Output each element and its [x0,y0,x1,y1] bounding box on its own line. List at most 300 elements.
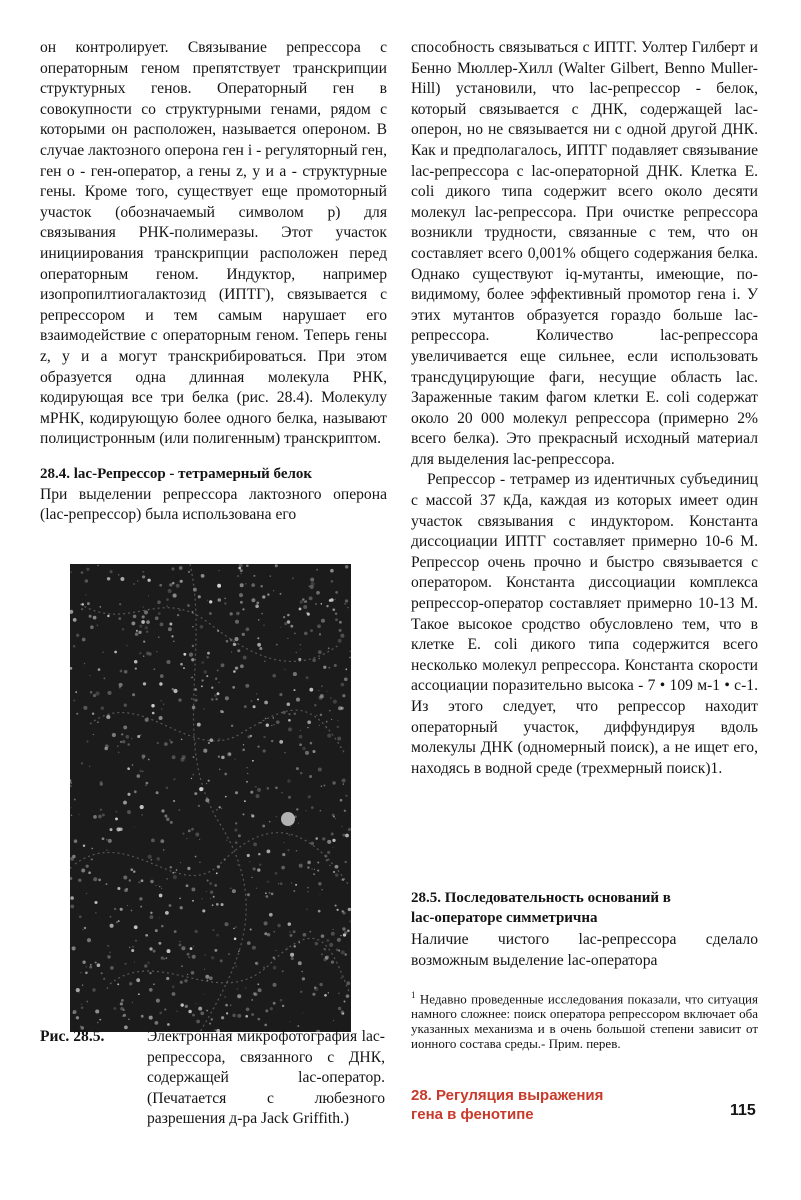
micrograph-speckle [271,893,274,896]
micrograph-speckle [245,583,247,585]
micrograph-speckle [126,645,127,646]
micrograph-speckle [146,631,148,633]
micrograph-speckle [89,675,90,676]
micrograph-speckle [335,618,338,621]
micrograph-speckle [196,1020,200,1024]
micrograph-speckle [309,596,313,600]
micrograph-speckle [341,826,342,827]
micrograph-speckle [73,618,77,622]
section-28-4-paragraph: При выделении репрессора лактозного оперона (lac-репрессор) была использована его [40,485,387,524]
micrograph-speckle [303,933,307,937]
micrograph-speckle [158,884,159,885]
micrograph-speckle [345,668,347,670]
micrograph-speckle [145,934,148,937]
micrograph-speckle [255,962,257,964]
micrograph-speckle [318,882,321,885]
micrograph-speckle [95,1009,99,1013]
micrograph-speckle [243,656,247,660]
micrograph-speckle [256,602,259,605]
micrograph-speckle [171,567,174,570]
micrograph-speckle [318,650,322,654]
micrograph-speckle [187,953,190,956]
footnote [411,988,758,1051]
micrograph-speckle [334,664,337,667]
micrograph-speckle [149,988,153,992]
micrograph-speckle [321,934,325,938]
micrograph-speckle [265,892,267,894]
micrograph-speckle [280,593,282,595]
micrograph-speckle [284,622,287,625]
micrograph-speckle [267,933,270,936]
section-28-5-heading-line1: 28.5. Последовательность оснований в [411,890,671,906]
micrograph-speckle [182,832,184,834]
micrograph-speckle [206,891,207,892]
micrograph-speckle [252,760,254,762]
micrograph-speckle [226,640,229,643]
micrograph-speckle [259,647,262,650]
micrograph-speckle [236,612,240,616]
micrograph-speckle [228,953,230,955]
micrograph-speckle [310,578,314,582]
micrograph-speckle [188,571,190,573]
micrograph-speckle [110,916,112,918]
micrograph-speckle [163,849,165,851]
micrograph-speckle [233,643,236,646]
micrograph-speckle [142,755,146,759]
micrograph-speckle [217,692,220,695]
micrograph-speckle [314,704,317,707]
micrograph-speckle [251,1013,254,1016]
micrograph-speckle [212,929,214,931]
micrograph-speckle [302,598,305,601]
micrograph-speckle [315,837,318,840]
micrograph-speckle [338,950,340,952]
micrograph-speckle [296,808,298,810]
micrograph-speckle [85,579,89,583]
micrograph-speckle [123,725,127,729]
micrograph-speckle [333,929,334,930]
micrograph-speckle [279,693,282,696]
micrograph-speckle [76,713,78,715]
micrograph-speckle [166,598,169,601]
micrograph-speckle [258,853,261,856]
micrograph-speckle [216,934,219,937]
micrograph-speckle [146,620,150,624]
micrograph-speckle [113,1007,116,1010]
running-head-line2: гена в фенотипе [411,1106,534,1123]
micrograph-speckle [138,993,140,995]
micrograph-speckle [292,577,294,579]
micrograph-speckle [267,593,269,595]
micrograph-speckle [191,828,194,831]
micrograph-speckle [198,1007,202,1011]
micrograph-speckle [294,712,297,715]
micrograph-speckle [335,599,337,601]
micrograph-speckle [256,794,260,798]
micrograph-speckle [256,693,258,695]
micrograph-speckle [179,941,180,942]
micrograph-speckle [144,610,148,614]
micrograph-speckle [108,839,112,843]
section-28-4-heading: 28.4. lac-Репрессор - тетрамерный белок [40,465,313,482]
micrograph-speckle [180,981,183,984]
micrograph-speckle [187,974,188,975]
micrograph-speckle [320,810,322,812]
micrograph-speckle [332,781,335,784]
micrograph-speckle [212,904,214,906]
micrograph-speckle [73,1010,77,1014]
micrograph-speckle [82,961,85,964]
micrograph-speckle [178,698,181,701]
micrograph-speckle [179,897,181,899]
micrograph-speckle [299,607,302,610]
micrograph-speckle [116,827,120,831]
micrograph-speckle [273,717,274,718]
micrograph-speckle [143,640,145,642]
micrograph-speckle [209,1023,211,1025]
micrograph-speckle [349,657,351,659]
micrograph-speckle [124,1026,128,1030]
micrograph-speckle [192,900,194,902]
micrograph-speckle [242,633,245,636]
micrograph-speckle [276,644,278,646]
micrograph-speckle [186,884,189,887]
micrograph-speckle [121,999,124,1002]
micrograph-speckle [160,700,162,702]
micrograph-speckle [193,946,194,947]
micrograph-speckle [254,993,258,997]
micrograph-speckle [203,749,207,753]
micrograph-speckle [296,767,299,770]
micrograph-speckle [307,887,308,888]
micrograph-speckle [332,839,335,842]
micrograph-speckle [343,783,344,784]
micrograph-speckle [148,855,152,859]
micrograph-speckle [240,601,243,604]
micrograph-speckle [333,1020,334,1021]
micrograph-speckle [253,843,257,847]
micrograph-speckle [120,577,124,581]
micrograph-speckle [266,724,269,727]
micrograph-speckle [246,1007,250,1011]
micrograph-speckle [201,685,203,687]
micrograph-speckle [153,668,155,670]
micrograph-speckle [300,649,301,650]
micrograph-speckle [250,700,252,702]
micrograph-speckle [269,913,273,917]
micrograph-speckle [293,689,295,691]
micrograph-speckle [257,745,259,747]
micrograph-speckle [221,903,223,905]
micrograph-speckle [257,637,259,639]
micrograph-speckle [328,992,329,993]
micrograph-speckle [163,704,164,705]
micrograph-speckle [200,625,204,629]
micrograph-speckle [309,586,310,587]
micrograph-speckle [204,954,206,956]
micrograph-speckle [93,877,97,881]
electron-micrograph [70,564,351,1032]
micrograph-speckle [320,694,324,698]
micrograph-speckle [224,602,226,604]
micrograph-speckle [247,894,249,896]
micrograph-speckle [240,569,243,572]
micrograph-speckle [265,718,266,719]
micrograph-speckle [110,966,114,970]
micrograph-speckle [97,963,101,967]
micrograph-speckle [280,999,283,1002]
micrograph-speckle [266,895,269,898]
micrograph-speckle [123,801,127,805]
micrograph-speckle [137,580,138,581]
micrograph-speckle [293,672,297,676]
micrograph-speckle [100,781,103,784]
micrograph-speckle [83,706,87,710]
micrograph-speckle [278,883,279,884]
micrograph-speckle [240,664,244,668]
micrograph-speckle [118,752,120,754]
micrograph-speckle [210,898,211,899]
micrograph-speckle [282,970,284,972]
micrograph-speckle [217,584,221,588]
micrograph-speckle [214,694,217,697]
micrograph-speckle [302,1013,303,1014]
micrograph-speckle [287,638,288,639]
micrograph-speckle [309,775,312,778]
right-paragraph-2: Репрессор - тетрамер из идентичных субъединиц с массой 37 кДа, каждая из которых имеет один участок связывания с индуктором. Константа диссоциации ИПТГ составляет примерно 10-6 М. Репрессор очень прочно и быстро связывается с оператором. Константа диссоциации комплекса репрессор-оператор составляет примерно 10-13 М. Такое высокое сродство обусловлено тем, что в клетке E. coli дикого типа содержится всего несколько молекул репрессора. Константа скорости ассоциации поразительно высока - 7 • 109 м-1 • с-1. Из этого следует, что репрессор находит операторный участок, диффундируя вдоль молекулы ДНК (одномерный поиск), а не ищет его, находясь в водной среде (трехмерный поиск)1. [411,471,758,777]
micrograph-speckle [263,625,264,626]
micrograph-speckle [172,985,175,988]
micrograph-speckle [220,710,223,713]
micrograph-speckle [151,838,155,842]
micrograph-speckle [234,829,237,832]
micrograph-speckle [147,962,149,964]
micrograph-speckle [323,958,326,961]
micrograph-speckle [331,833,334,836]
micrograph-speckle [253,575,255,577]
micrograph-speckle [255,786,256,787]
micrograph-speckle [218,682,219,683]
micrograph-speckle [289,834,290,835]
micrograph-speckle [251,598,255,602]
micrograph-speckle [180,862,181,863]
micrograph-speckle [121,733,123,735]
micrograph-speckle [166,817,170,821]
micrograph-speckle [273,724,274,725]
micrograph-speckle [330,697,332,699]
micrograph-speckle [166,977,169,980]
micrograph-speckle [170,821,173,824]
micrograph-speckle [317,862,319,864]
micrograph-speckle [288,727,292,731]
micrograph-speckle [305,751,309,755]
micrograph-speckle [172,582,175,585]
micrograph-speckle [316,591,320,595]
micrograph-speckle [158,942,161,945]
micrograph-speckle [164,742,168,746]
micrograph-speckle [216,903,219,906]
micrograph-speckle [173,800,175,802]
micrograph-speckle [238,834,241,837]
micrograph-speckle [317,870,319,872]
micrograph-speckle [176,584,180,588]
micrograph-speckle [218,756,220,758]
micrograph-speckle [258,988,262,992]
micrograph-speckle [277,924,280,927]
micrograph-speckle [262,595,265,598]
micrograph-speckle [180,906,183,909]
micrograph-speckle [327,840,331,844]
micrograph-speckle [215,698,217,700]
micrograph-speckle [288,796,291,799]
micrograph-speckle [183,653,186,656]
micrograph-speckle [86,568,89,571]
micrograph-speckle [86,740,88,742]
micrograph-speckle [276,816,278,818]
micrograph-speckle [159,682,162,685]
micrograph-speckle [103,978,105,980]
micrograph-speckle [110,570,113,573]
micrograph-speckle [102,837,105,840]
micrograph-speckle [80,972,81,973]
micrograph-speckle [142,615,145,618]
micrograph-speckle [131,621,135,625]
micrograph-speckle [263,736,265,738]
micrograph-speckle [327,851,330,854]
micrograph-speckle [107,987,109,989]
micrograph-speckle [227,752,231,756]
micrograph-speckle [313,873,315,875]
micrograph-speckle [187,867,190,870]
micrograph-speckle [317,624,321,628]
micrograph-speckle [120,908,123,911]
micrograph-speckle [264,701,268,705]
micrograph-speckle [293,930,296,933]
micrograph-speckle [335,905,337,907]
micrograph-speckle [182,755,186,759]
micrograph-speckle [344,810,346,812]
micrograph-speckle [151,859,153,861]
micrograph-speckle [314,987,316,989]
micrograph-speckle [191,677,192,678]
micrograph-speckle [195,930,198,933]
micrograph-speckle [341,1010,344,1013]
micrograph-speckle [326,691,327,692]
micrograph-speckle [260,585,263,588]
micrograph-speckle [211,698,214,701]
micrograph-speckle [209,882,212,885]
micrograph-speckle [210,738,214,742]
micrograph-speckle [232,1014,236,1018]
micrograph-speckle [287,779,290,782]
micrograph-speckle [312,658,316,662]
micrograph-speckle [225,1004,228,1007]
micrograph-speckle [166,787,169,790]
micrograph-speckle [273,956,275,958]
micrograph-speckle [345,565,348,568]
micrograph-speckle [290,953,294,957]
micrograph-speckle [71,815,73,817]
micrograph-speckle [196,690,197,691]
micrograph-speckle [276,950,277,951]
micrograph-speckle [235,841,238,844]
micrograph-speckle [226,1012,228,1014]
micrograph-speckle [106,839,108,841]
micrograph-speckle [216,872,218,874]
micrograph-speckle [122,740,125,743]
micrograph-speckle [300,644,302,646]
micrograph-speckle [166,878,168,880]
micrograph-speckle [170,741,173,744]
micrograph-speckle [319,658,320,659]
micrograph-speckle [89,966,92,969]
micrograph-speckle [218,570,219,571]
micrograph-speckle [315,942,318,945]
micrograph-speckle [332,608,335,611]
page-number: 115 [730,1102,756,1119]
micrograph-speckle [169,904,172,907]
micrograph-speckle [215,677,217,679]
micrograph-speckle [133,870,135,872]
micrograph-speckle [287,703,291,707]
micrograph-speckle [191,887,195,891]
micrograph-speckle [266,849,270,853]
micrograph-speckle [102,652,103,653]
micrograph-speckle [311,582,315,586]
micrograph-speckle [98,668,101,671]
micrograph-speckle [98,815,102,819]
micrograph-speckle [307,866,310,869]
micrograph-speckle [138,631,141,634]
micrograph-speckle [314,751,316,753]
micrograph-speckle [97,625,98,626]
micrograph-speckle [160,674,164,678]
micrograph-speckle [203,708,204,709]
micrograph-speckle [192,645,194,647]
section-28-5-heading-line2: lac-операторе симметрична [411,910,598,926]
micrograph-speckle [78,879,82,883]
micrograph-speckle [345,795,347,797]
micrograph-speckle [146,782,149,785]
micrograph-speckle [211,956,214,959]
micrograph-speckle [329,865,330,866]
micrograph-speckle [237,575,239,577]
micrograph-speckle [75,691,77,693]
micrograph-speckle [101,707,104,710]
micrograph-speckle [81,762,83,764]
micrograph-speckle [132,946,134,948]
micrograph-speckle [341,683,345,687]
micrograph-speckle [300,600,303,603]
micrograph-speckle [206,656,208,658]
micrograph-speckle [271,740,274,743]
micrograph-speckle [90,964,92,966]
micrograph-speckle [90,625,94,629]
micrograph-speckle [86,893,87,894]
micrograph-speckle [233,670,236,673]
micrograph-speckle [303,605,307,609]
micrograph-speckle [159,584,162,587]
micrograph-speckle [140,906,142,908]
micrograph-speckle [181,965,183,967]
micrograph-speckle [338,993,339,994]
micrograph-speckle [159,716,163,720]
micrograph-speckle [109,951,111,953]
micrograph-speckle [345,599,348,602]
micrograph-speckle [346,994,350,998]
micrograph-speckle [326,939,329,942]
micrograph-speckle [135,668,137,670]
